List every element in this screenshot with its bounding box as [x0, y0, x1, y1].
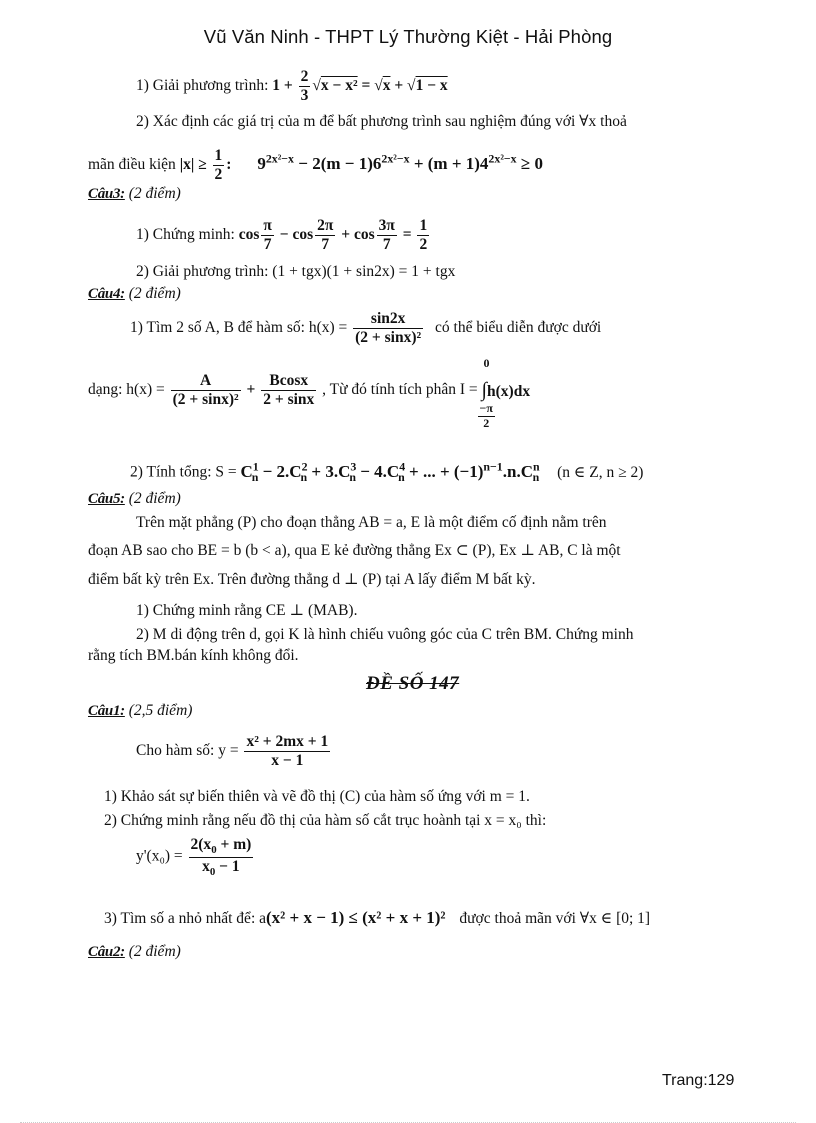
q3-item1-expr: cos $\frac{\pi}{7}$ − cos $\frac{2\pi}{7}$ + cos $\frac{3\pi}{7}$ = $\frac{1}{2}$ — [238, 217, 428, 253]
page-header: Vũ Văn Ninh - THPT Lý Thường Kiệt - Hải Phòng — [203, 26, 613, 47]
section-title: ĐỀ SỐ 147 — [366, 673, 460, 694]
q5-p3: điểm bất kỳ trên Ex. Trên đường thẳng d ⊥ (P) tại A lấy điểm M bất kỳ. — [88, 571, 536, 588]
q2-item2-line1: 2) Xác định các giá trị của m để bất phương trình sau nghiệm đúng với ∀x thoả — [136, 113, 627, 130]
q5-item2b: rằng tích BM.bán kính không đổi. — [88, 647, 299, 664]
q2-item2-line2 — [88, 147, 543, 184]
q4-item1-text-b: có thể biểu diễn được dưới — [435, 318, 602, 336]
q2-item1-label: 1) Giải phương trình: — [136, 76, 269, 94]
q2-item1-expr: 1 + $\frac{2}{3}$ √x − x² = √x + √1 − x — [272, 68, 448, 104]
s147-item3 — [104, 907, 650, 928]
s147-item2-expr: $\frac{2(x_0 + m)}{x_0 - 1}$ — [190, 836, 252, 878]
s147-q1-label: Câu1: — [88, 703, 125, 719]
q4-heading — [88, 285, 181, 303]
s147-item3-text-b: được thoả mãn với ∀x ∈ [0; 1] — [459, 910, 651, 927]
q4-item1-expr: $\frac{A}{\text{(2 + sinx)²}}$ + $\frac{Bcosx}{2 + \sin x}$ — [172, 372, 315, 408]
q3-item2: 2) Giải phương trình: (1 + tgx)(1 + sin2x) = 1 + tgx — [136, 263, 456, 280]
q4-item2-expr: $C^1_n - 2.C^2_n + 3.C^3_n - 4.C^4_n$ + ... + $(-1)^{n-1}.n.C^n_n$ — [240, 459, 540, 485]
q2-item2-expr: $9^{2x^2-x} - 2(m - 1)6^{2x^2-x} + (m + 1)4^{2x^2-x} \ge 0$ — [257, 151, 543, 173]
s147-item3-expr: (x² + x − 1) ≤ (x² + x + 1)² — [266, 908, 446, 927]
q4-item2-label: 2) Tính tổng: S = — [130, 463, 237, 481]
q4-item1-text-a: 1) Tìm 2 số A, B để hàm số: h(x) = — [130, 318, 348, 336]
s147-func-label: Cho hàm số: y = — [136, 741, 239, 759]
q5-points: (2 điểm) — [128, 490, 181, 507]
s147-func-expr: $\frac{\text{x² + 2mx + 1}}{x - 1}$ — [246, 733, 329, 769]
s147-item1: 1) Khảo sát sự biến thiên và vẽ đồ thị (C) của hàm số ứng với m = 1. — [104, 788, 530, 805]
page-number: Trang:129 — [662, 1072, 735, 1089]
s147-q1-points: (2,5 điểm) — [128, 702, 193, 719]
q4-item1-text-d: , Từ đó tính tích phân I = — [322, 380, 478, 398]
q3-item1-label: 1) Chứng minh: — [136, 225, 235, 243]
s147-q1-heading — [88, 702, 192, 720]
q4-integral: 0 ∫h(x)dx $\frac{-\pi}{2}$ — [479, 355, 531, 430]
q3-label: Câu3: — [88, 186, 125, 202]
q5-label: Câu5: — [88, 491, 125, 507]
s147-item2-formula — [136, 836, 255, 878]
q5-p2: đoạn AB sao cho BE = b (b < a), qua E kẻ đường thẳng Ex ⊂ (P), Ex ⊥ AB, C là một — [88, 542, 621, 559]
q2-item2-cond: |x| ≥ $\frac{1}{2}$ : — [179, 147, 232, 183]
s147-q2-points: (2 điểm) — [128, 943, 181, 960]
q4-points: (2 điểm) — [128, 285, 181, 302]
s147-q2-label: Câu2: — [88, 944, 125, 960]
q4-item2-cond: (n ∈ Z, n ≥ 2) — [557, 463, 644, 481]
q4-item2 — [130, 459, 643, 485]
q5-item2a: 2) M di động trên d, gọi K là hình chiếu vuông góc của C trên BM. Chứng minh — [136, 626, 634, 643]
s147-item3-text-a: 3) Tìm số a nhỏ nhất để: a — [104, 910, 267, 927]
q5-item1: 1) Chứng minh rằng CE ⊥ (MAB). — [136, 602, 358, 619]
s147-item2: 2) Chứng minh rằng nếu đồ thị của hàm số cắt trục hoành tại x = x₀ thì: — [104, 812, 547, 829]
q5-heading — [88, 490, 181, 508]
q3-item1 — [136, 217, 431, 254]
q2-item1 — [136, 68, 448, 105]
q4-label: Câu4: — [88, 286, 125, 302]
q5-p1: Trên mặt phẳng (P) cho đoạn thẳng AB = a, E là một điểm cố định nằm trên — [136, 514, 607, 531]
q2-item2-text: mãn điều kiện — [88, 155, 176, 173]
q3-heading — [88, 185, 181, 203]
q4-item1-line1 — [130, 310, 601, 347]
q3-points: (2 điểm) — [128, 185, 181, 202]
s147-q2-heading — [88, 943, 181, 961]
q4-item1-text-c: dạng: h(x) = — [88, 380, 165, 398]
s147-item2-lhs: y'(x₀) = — [136, 847, 183, 865]
q4-item1-frac: $\frac{\sin 2x}{\text{(2 + sinx)²}}$ — [355, 310, 422, 346]
q4-item1-line2 — [88, 355, 531, 430]
s147-func — [136, 733, 332, 770]
